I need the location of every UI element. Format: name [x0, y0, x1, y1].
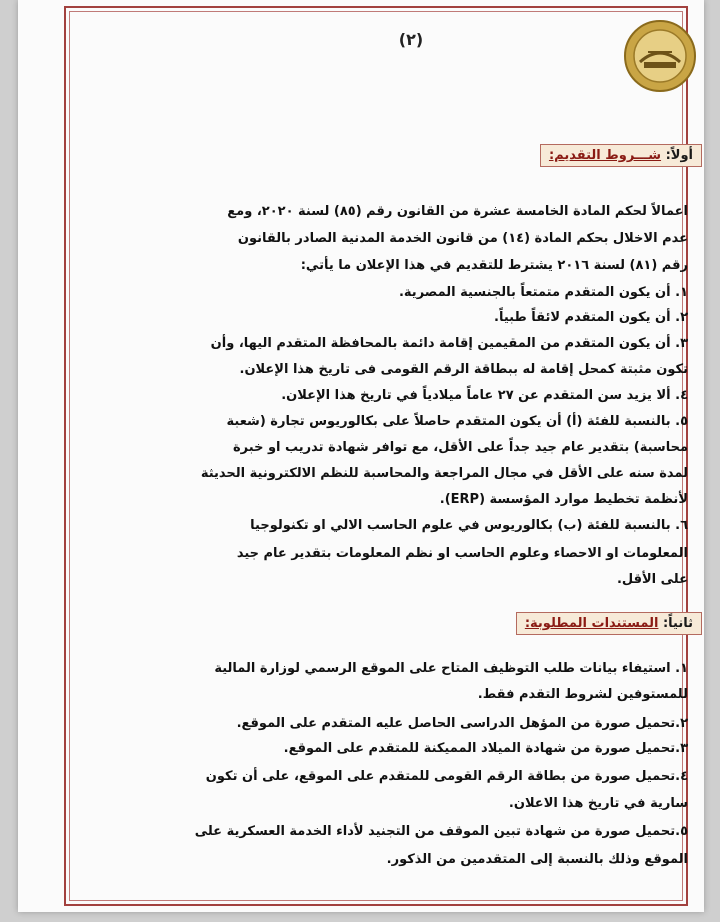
section-heading-prefix: ثانياً:: [662, 616, 693, 631]
section-heading-title: المستندات المطلوبة:: [524, 616, 659, 631]
section-heading-prefix: أولاً:: [665, 148, 693, 163]
list-item: ١. أن يكون المتقدم متمتعاً بالجنسية المصرية.: [398, 285, 688, 300]
list-item-continued: لأنظمة تخطيط موارد المؤسسة (ERP).: [439, 492, 688, 507]
list-item-continued: محاسبة) بتقدير عام جيد جداً على الأقل، مع توافر شهادة تدريب او خبرة: [233, 440, 688, 455]
paragraph-line: اعمالاً لحكم المادة الخامسة عشرة من القانون رقم (٨٥) لسنة ٢٠٢٠، ومع: [227, 204, 688, 219]
list-item: ٤.تحميل صورة من بطاقة الرقم القومى للمتقدم على الموقع، على أن تكون: [205, 769, 688, 784]
list-item-continued: على الأقل.: [616, 572, 688, 587]
paragraph-line: رقم (٨١) لسنة ٢٠١٦ يشترط للتقديم في هذا الإعلان ما يأتي:: [300, 258, 688, 273]
list-item: ٢. أن يكون المتقدم لائقاً طبياً.: [494, 310, 688, 325]
list-item-continued: لمدة سنه على الأقل في مجال المراجعة والمحاسبة للنظم الالكترونية الحديثة: [200, 466, 688, 481]
list-item: ٣.تحميل صورة من شهادة الميلاد المميكنة للمتقدم على الموقع.: [283, 741, 688, 756]
list-item-continued: تكون مثبتة كمحل إقامة له ببطاقة الرقم القومى فى تاريخ هذا الإعلان.: [239, 362, 688, 377]
list-item: ٣. أن يكون المتقدم من المقيمين إقامة دائمة بالمحافظة المتقدم اليها، وأن: [210, 336, 688, 351]
list-item-continued: المعلومات او الاحصاء وعلوم الحاسب او نظم المعلومات بتقدير عام جيد: [236, 546, 688, 561]
page-border: [64, 6, 693, 906]
page-number: (٢): [398, 30, 424, 49]
list-item-continued: الموقع وذلك بالنسبة إلى المتقدمين من الذكور.: [386, 852, 688, 867]
list-item-continued: سارية في تاريخ هذا الاعلان.: [508, 796, 688, 811]
document-content: [152, 8, 693, 908]
list-item: ٦. بالنسبة للفئة (ب) بكالوريوس في علوم الحاسب الالي او تكنولوجيا: [250, 518, 688, 533]
list-item: ٢.تحميل صورة من المؤهل الدراسى الحاصل عليه المتقدم على الموقع.: [236, 716, 688, 731]
section-heading-documents: [516, 612, 702, 635]
section-heading-conditions: [540, 144, 702, 167]
paragraph-line: عدم الاخلال بحكم المادة (١٤) من قانون الخدمة المدنية الصادر بالقانون: [237, 231, 688, 246]
list-item: ٥. بالنسبة للفئة (أ) أن يكون المتقدم حاصلاً على بكالوريوس تجارة (شعبة: [226, 414, 688, 429]
document-page: [18, 0, 704, 912]
section-heading-title: شـــروط التقديم:: [548, 148, 662, 163]
list-item-continued: للمستوفين لشروط التقدم فقط.: [477, 687, 688, 702]
list-item: ٥.تحميل صورة من شهادة تبين الموقف من التجنيد لأداء الخدمة العسكرية على: [194, 824, 688, 839]
list-item: ٤. ألا يزيد سن المتقدم عن ٢٧ عاماً ميلادياً في تاريخ هذا الإعلان.: [281, 388, 688, 403]
list-item: ١. استيفاء بيانات طلب التوظيف المتاح على الموقع الرسمي لوزارة المالية: [214, 661, 688, 676]
